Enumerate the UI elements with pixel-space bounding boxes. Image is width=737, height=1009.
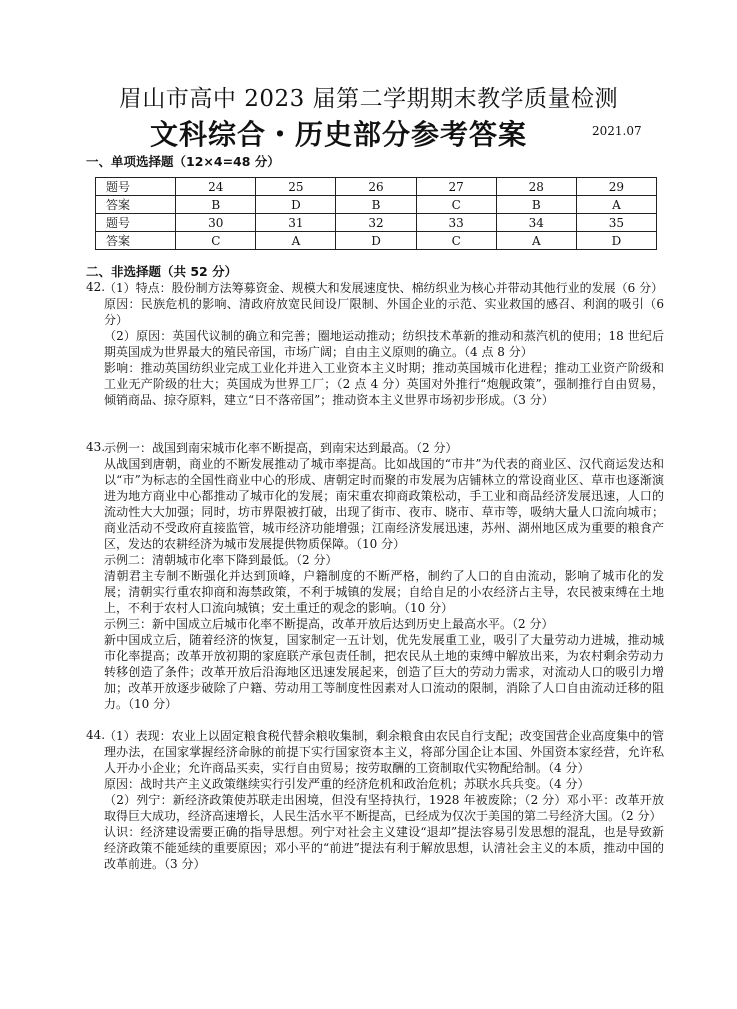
table-cell: D — [576, 232, 656, 250]
table-cell: C — [416, 196, 496, 214]
table-cell: A — [576, 196, 656, 214]
answer-table — [95, 177, 657, 250]
table-cell: 27 — [416, 178, 496, 196]
table-row — [96, 196, 657, 214]
answer-paragraph: 认识：经济建设需要正确的指导思想。列宁对社会主义建设“退却”提法容易引发思想的混乱，也是导致新经济政策不能延续的重要原因；邓小平的“前进”提法有利于解放思想，认清社会主义的本质，推动中国的改革前进。（3 分） — [104, 825, 664, 871]
answer-paragraph: 示例三：新中国成立后城市化率不断提高，改革开放后达到历史上最高水平。（2 分） — [104, 617, 554, 631]
table-row — [96, 232, 657, 250]
table-cell: 30 — [176, 214, 256, 232]
table-cell: 33 — [416, 214, 496, 232]
table-cell: 31 — [256, 214, 336, 232]
answer-paragraph: （1）表现：农业上以固定粮食税代替余粮收集制，剩余粮食由农民自行支配；改变国营企业高度集中的管理办法，在国家掌握经济命脉的前提下实行国家资本主义，将部分国企让本国、外国资本家经营，允许私人开办小企业；允许商品买卖，实行自由贸易；按劳取酬的工资制取代实物配给制。（4 分） — [104, 729, 664, 775]
table-cell: A — [256, 232, 336, 250]
table-cell: C — [416, 232, 496, 250]
answer-paragraph: 从战国到唐朝，商业的不断发展推动了城市率提高。比如战国的“市井”为代表的商业区、汉代商运发达和以“市”为标志的全国性商业中心的形成、唐朝定时而聚的市发展为店铺林立的常设商业区、草市也逐渐演进为地方商业中心都推动了城市化的发展；南宋重农抑商政策松动，手工业和商品经济发展迅速，人口的流动性大大加强；同时，坊市界限被打破，出现了街市、夜市、晓市、草市等，吸纳大量人口流向城市；商业活动不受政府直接监管，城市经济功能增强；江南经济发展迅速，苏州、湖州地区成为重要的粮食产区，发达的农耕经济为城市发展提供物质保障。（10 分） — [104, 457, 664, 551]
table-cell: B — [176, 196, 256, 214]
table-cell: 答案 — [96, 232, 176, 250]
answer-paragraph: 原因：战时共产主义政策继续实行引发严重的经济危机和政治危机；苏联水兵兵变。（4 分） — [104, 777, 590, 791]
table-row — [96, 178, 657, 196]
table-cell: D — [256, 196, 336, 214]
table-cell: C — [176, 232, 256, 250]
table-cell: 题号 — [96, 178, 176, 196]
question-43-answer — [104, 440, 664, 712]
question-number: 44. — [86, 728, 106, 742]
question-number: 43. — [86, 440, 106, 454]
table-cell: 25 — [256, 178, 336, 196]
table-cell: D — [336, 232, 416, 250]
answer-paragraph: （1）特点：股份制方法筹募资金、规模大和发展速度快、棉纺织业为核心并带动其他行业的发展（6 分） — [104, 281, 664, 295]
answer-paragraph: 清朝君主专制不断强化并达到顶峰，户籍制度的不断严格，制约了人口的自由流动，影响了城市化的发展；清朝实行重农抑商和海禁政策，不利于城镇的发展；自给自足的小农经济占主导，农民被束缚在土地上，不利于农村人口流向城镇；安土重迁的观念的影响。（10 分） — [104, 569, 664, 615]
question-44-answer — [104, 728, 664, 872]
document-date: 2021.07 — [592, 124, 642, 138]
answer-paragraph: 原因：民族危机的影响、清政府放宽民间设厂限制、外国企业的示范、实业救国的感召、利润的吸引（6 分） — [104, 297, 664, 327]
table-cell: B — [496, 196, 576, 214]
answer-paragraph: 示例二：清朝城市化率下降到最低。（2 分） — [104, 553, 338, 567]
table-cell: 28 — [496, 178, 576, 196]
answer-paragraph: 示例一：战国到南宋城市化率不断提高，到南宋达到最高。（2 分） — [104, 441, 458, 455]
table-cell: 26 — [336, 178, 416, 196]
section-1-heading: 一、单项选择题（12×4=48 分） — [86, 154, 280, 169]
answer-paragraph: （2）原因：英国代议制的确立和完善；圈地运动推动；纺织技术革新的推动和蒸汽机的使用；18 世纪后期英国成为世界最大的殖民帝国，市场广阔；自由主义原则的确立。（4 点 8 分） — [104, 329, 664, 359]
table-cell: 29 — [576, 178, 656, 196]
exam-title: 眉山市高中 2023 届第二学期期末教学质量检测 — [118, 86, 619, 112]
answer-paragraph: （2）列宁：新经济政策使苏联走出困境，但没有坚持执行，1928 年被废除；（2 分）邓小平：改革开放取得巨大成功，经济高速增长，人民生活水平不断提高，已经成为仅次于美国的第二号经济大国。（2 分） — [104, 793, 664, 823]
document-subtitle: 文科综合・历史部分参考答案 — [150, 118, 528, 151]
table-cell: 35 — [576, 214, 656, 232]
table-row — [96, 214, 657, 232]
table-cell: 24 — [176, 178, 256, 196]
table-cell: A — [496, 232, 576, 250]
answer-paragraph: 新中国成立后，随着经济的恢复，国家制定一五计划，优先发展重工业，吸引了大量劳动力进城，推动城市化率提高；改革开放初期的家庭联产承包责任制，把农民从土地的束缚中解放出来，为农村剩余劳动力转移创造了条件；改革开放后沿海地区迅速发展起来，创造了巨大的劳动力需求，对流动人口的吸引力增加；改革开放逐步破除了户籍、劳动用工等制度性因素对人口流动的限制，消除了人口自由流动迁移的阻力。（10 分） — [104, 633, 664, 711]
table-cell: 34 — [496, 214, 576, 232]
table-cell: 32 — [336, 214, 416, 232]
table-cell: B — [336, 196, 416, 214]
section-2-heading: 二、非选择题（共 52 分） — [86, 264, 238, 279]
table-cell: 题号 — [96, 214, 176, 232]
question-number: 42. — [86, 280, 106, 294]
answer-paragraph: 影响：推动英国纺织业完成工业化并进入工业资本主义时期；推动英国城市化进程；推动工业资产阶级和工业无产阶级的壮大；英国成为世界工厂；（2 点 4 分）英国对外推行“炮舰政策”，强制推行自由贸易，倾销商品、掠夺原料，建立“日不落帝国”；推动资本主义世界市场初步形成。（3 分） — [104, 361, 664, 407]
question-42-answer — [104, 280, 664, 408]
table-cell: 答案 — [96, 196, 176, 214]
